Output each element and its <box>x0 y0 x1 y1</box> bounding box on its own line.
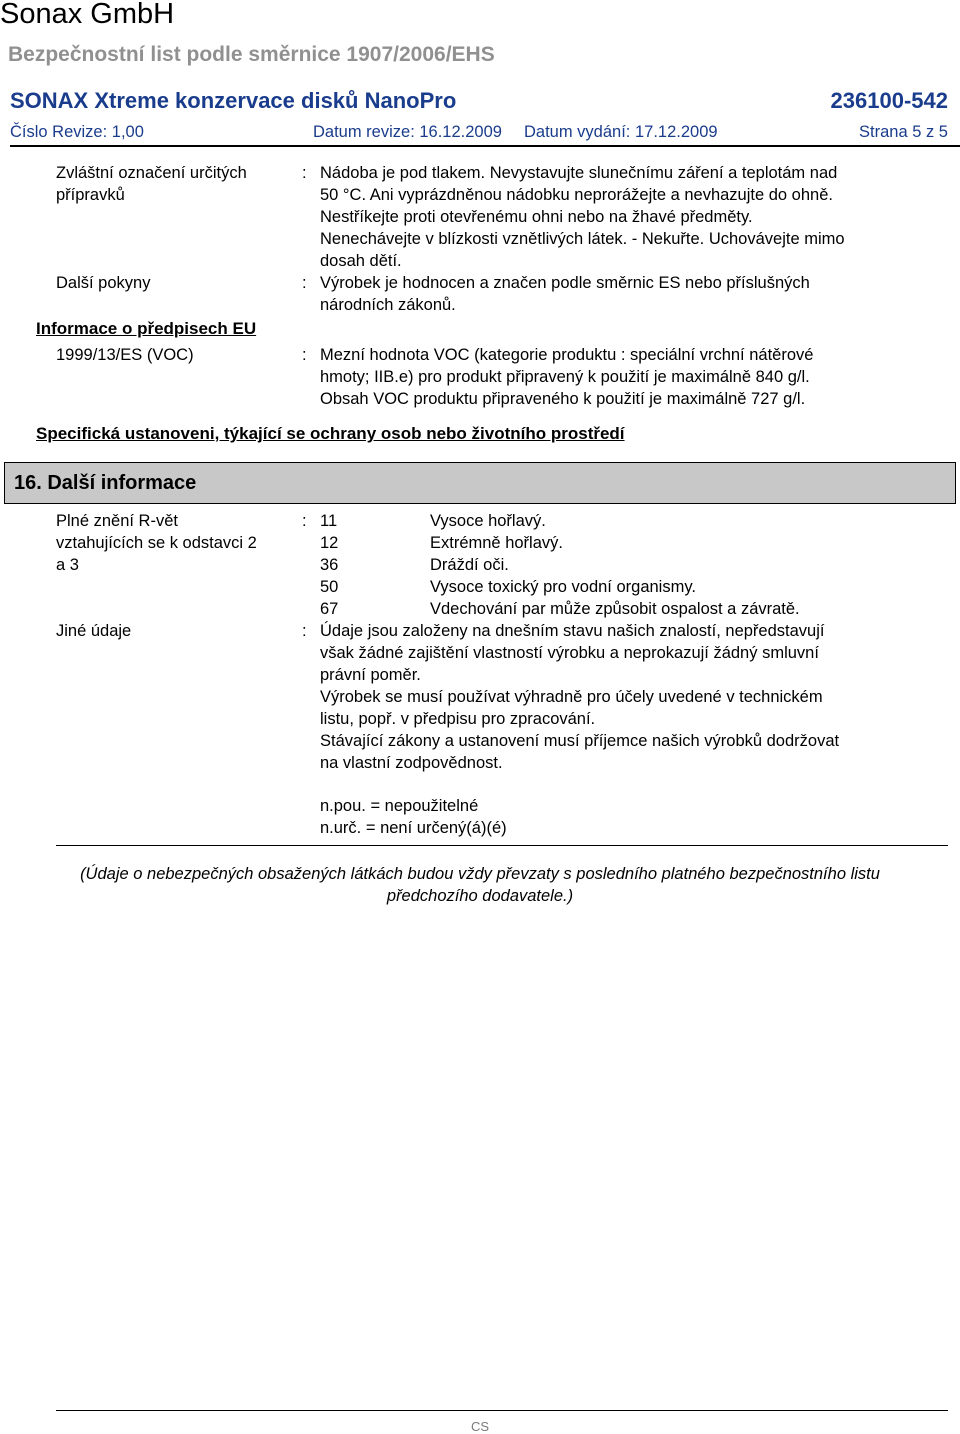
header-divider <box>10 145 960 147</box>
voc-text-line: Mezní hodnota VOC (kategorie produktu : speciální vrchní nátěrové <box>320 346 814 364</box>
section-16-title: 16. Další informace <box>14 472 197 494</box>
field-colon: : <box>302 622 307 640</box>
r-phrase-code: 11 <box>320 512 338 530</box>
other-info-text-line: na vlastní zodpovědnost. <box>320 754 503 772</box>
eu-regulations-heading: Informace o předpisech EU <box>36 319 257 338</box>
r-phrase-code: 36 <box>320 556 339 574</box>
abbreviation-line: n.urč. = není určený(á)(é) <box>320 819 507 837</box>
r-phrases-label-line: vztahujících se k odstavci 2 <box>56 534 257 552</box>
environment-provisions-heading: Specifická ustanoveni, týkající se ochrany osob nebo životního prostředí <box>36 424 625 443</box>
r-phrase-text: Extrémně hořlavý. <box>430 534 563 552</box>
other-info-text-line: Stávající zákony a ustanovení musí příjemce našich výrobků dodržovat <box>320 732 840 750</box>
document-subtitle: Bezpečnostní list podle směrnice 1907/2006/EHS <box>8 43 495 66</box>
special-labeling-text-line: Nestříkejte proti otevřenému ohni nebo na žhavé předměty. <box>320 208 753 226</box>
section-divider <box>56 845 948 846</box>
other-info-label: Jiné údaje <box>56 622 132 640</box>
voc-text-line: Obsah VOC produktu připraveného k použití je maximálně 727 g/l. <box>320 390 806 408</box>
issue-date: Datum vydání: 17.12.2009 <box>524 123 718 141</box>
section-16-header <box>4 462 956 504</box>
field-colon: : <box>302 346 307 364</box>
footnote-line: (Údaje o nebezpečných obsažených látkách budou vždy převzaty s posledního platného bezpečnostního listu <box>80 865 880 883</box>
special-labeling-text-line: dosah dětí. <box>320 252 402 270</box>
footnote-line: předchozího dodavatele.) <box>386 887 574 905</box>
abbreviation-line: n.pou. = nepoužitelné <box>320 797 479 815</box>
footer-divider <box>56 1410 948 1411</box>
other-info-text-line: Údaje jsou založeny na dnešním stavu našich znalostí, nepředstavují <box>320 622 825 640</box>
special-labeling-label-line: přípravků <box>56 186 125 204</box>
other-info-text-line: právní poměr. <box>320 666 421 684</box>
r-phrase-code: 50 <box>320 578 339 596</box>
r-phrases-label-line: Plné znění R-vět <box>56 512 178 530</box>
other-notes-text-line: Výrobek je hodnocen a značen podle směrnic ES nebo příslušných <box>320 274 810 292</box>
r-phrase-text: Dráždí oči. <box>430 556 509 574</box>
product-name: SONAX Xtreme konzervace disků NanoPro <box>10 88 457 113</box>
company-name: Sonax GmbH <box>0 0 175 30</box>
field-colon: : <box>302 512 307 530</box>
field-colon: : <box>302 274 307 292</box>
special-labeling-label-line: Zvláštní označení určitých <box>56 164 247 182</box>
language-code: CS <box>470 1419 490 1434</box>
revision-date: Datum revize: 16.12.2009 <box>313 123 502 141</box>
other-notes-text-line: národních zákonů. <box>320 296 456 314</box>
other-info-text-line: Výrobek se musí používat výhradně pro účely uvedené v technickém <box>320 688 823 706</box>
footnote <box>30 863 930 907</box>
r-phrase-text: Vysoce toxický pro vodní organismy. <box>430 578 696 596</box>
revision-number: Číslo Revize: 1,00 <box>10 123 144 141</box>
r-phrase-text: Vdechování par může způsobit ospalost a závratě. <box>430 600 800 618</box>
special-labeling-text-line: Nenechávejte v blízkosti vznětlivých látek. - Nekuřte. Uchovávejte mimo <box>320 230 845 248</box>
voc-text-line: hmoty; IIB.e) pro produkt připravený k použití je maximálně 840 g/l. <box>320 368 810 386</box>
voc-label: 1999/13/ES (VOC) <box>56 346 194 364</box>
page-number: Strana 5 z 5 <box>859 123 948 141</box>
r-phrase-code: 12 <box>320 534 339 552</box>
other-info-text-line: listu, popř. v předpisu pro zpracování. <box>320 710 596 728</box>
other-notes-label: Další pokyny <box>56 274 151 292</box>
field-colon: : <box>302 164 307 182</box>
special-labeling-text-line: Nádoba je pod tlakem. Nevystavujte slunečnímu záření a teplotám nad <box>320 164 838 182</box>
other-info-text-line: však žádné zajištění vlastností výrobku a neprokazují žádný smluvní <box>320 644 819 662</box>
r-phrase-text: Vysoce hořlavý. <box>430 512 546 530</box>
document-number: 236100-542 <box>830 88 948 113</box>
special-labeling-text-line: 50 °C. Ani vyprázdněnou nádobku neprorážejte a nevhazujte do ohně. <box>320 186 833 204</box>
r-phrase-code: 67 <box>320 600 339 618</box>
r-phrases-label-line: a 3 <box>56 556 79 574</box>
